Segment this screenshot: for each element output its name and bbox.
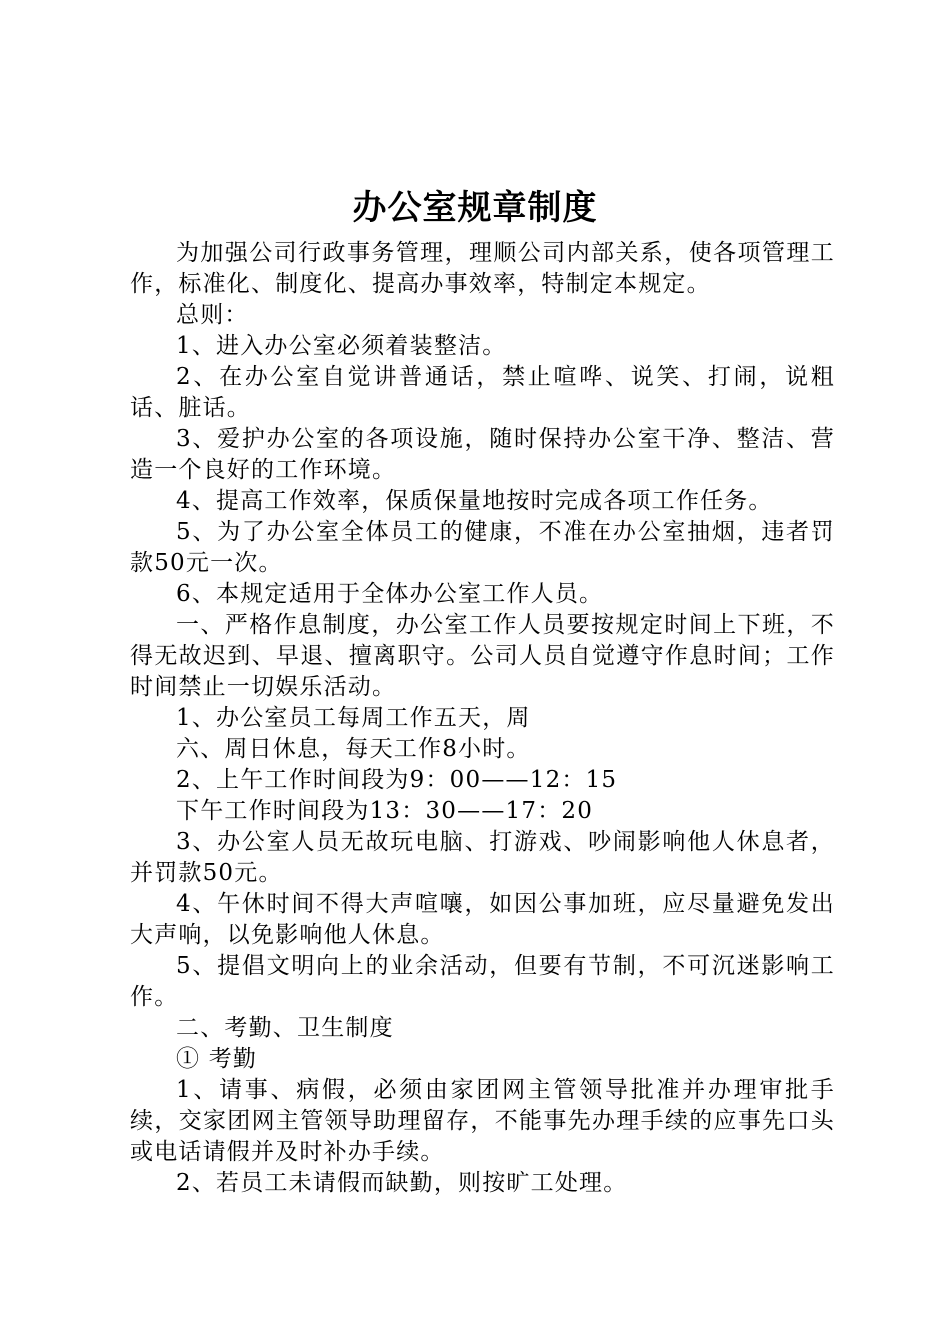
paragraph-rule: 3、办公室人员无故玩电脑、打游戏、吵闹影响他人休息者，并罚款50元。 xyxy=(130,829,835,886)
paragraph-rule: 6、本规定适用于全体办公室工作人员。 xyxy=(176,581,604,607)
document-body xyxy=(130,238,835,1199)
paragraph-rule: 1、进入办公室必须着装整洁。 xyxy=(176,333,507,359)
document-title: 办公室规章制度 xyxy=(352,188,598,228)
paragraph-rule: 5、为了办公室全体员工的健康，不准在办公室抽烟，违者罚款50元一次。 xyxy=(130,519,835,576)
paragraph-intro: 为加强公司行政事务管理，理顺公司内部关系，使各项管理工作，标准化、制度化、提高办事效率，特制定本规定。 xyxy=(130,240,835,297)
paragraph-rule: 下午工作时间段为13：30——17：20 xyxy=(176,798,594,824)
paragraph-section-two: 二、考勤、卫生制度 xyxy=(176,1015,394,1041)
paragraph-rule: 六、周日休息，每天工作8小时。 xyxy=(176,736,531,762)
paragraph-rule: 2、上午工作时间段为9：00——12：15 xyxy=(176,767,618,793)
paragraph-rule: 1、办公室员工每周工作五天，周 xyxy=(176,705,531,731)
paragraph-rule: 5、提倡文明向上的业余活动，但要有节制，不可沉迷影响工作。 xyxy=(130,953,835,1010)
paragraph-rule: 4、提高工作效率，保质保量地按时完成各项工作任务。 xyxy=(176,488,773,514)
paragraph-rule: 3、爱护办公室的各项设施，随时保持办公室干净、整洁、营造一个良好的工作环境。 xyxy=(130,426,835,483)
paragraph-rule: 2、若员工未请假而缺勤，则按旷工处理。 xyxy=(176,1170,628,1196)
paragraph-section-one: 一、严格作息制度，办公室工作人员要按规定时间上下班，不得无故迟到、早退、擅离职守。公司人员自觉遵守作息时间；工作时间禁止一切娱乐活动。 xyxy=(130,612,835,700)
paragraph-rule: 1、请事、病假，必须由家团网主管领导批准并办理审批手续，交家团网主管领导助理留存，不能事先办理手续的应事先口头或电话请假并及时补办手续。 xyxy=(130,1077,835,1165)
paragraph-general-heading: 总则： xyxy=(176,302,249,328)
paragraph-rule: 4、午休时间不得大声喧嚷，如因公事加班，应尽量避免发出大声响，以免影响他人休息。 xyxy=(130,891,835,948)
paragraph-subsection-attendance: ① 考勤 xyxy=(176,1046,258,1072)
paragraph-rule: 2、在办公室自觉讲普通话，禁止喧哗、说笑、打闹，说粗话、脏话。 xyxy=(130,364,835,421)
